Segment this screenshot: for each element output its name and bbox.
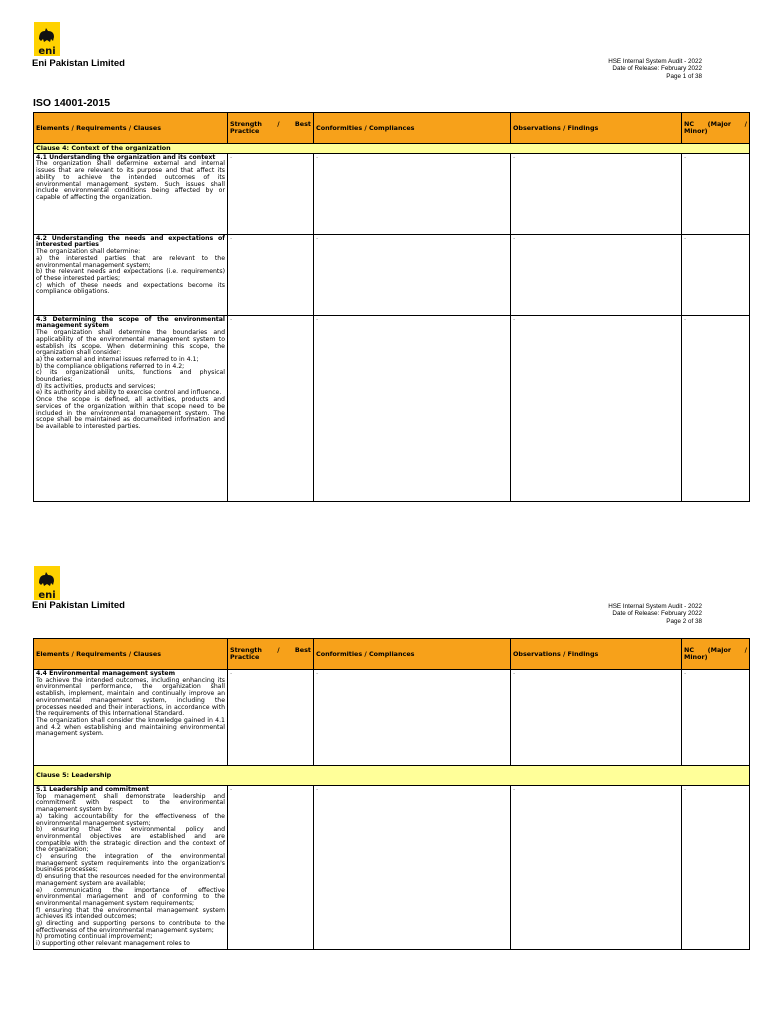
requirement-body: Top management shall demonstrate leadership and commitment with respect to the environmental management system by: a) taking accountability for the effectiveness of the environmental management system; b) ensuring that the environmental policy and environmental objectives are established and are compatible with the strategic direction and the context of the organization; c) ensuring the integration of the environmental management system requirements into the organization's business processes; d) ensuring that the resources needed for the environmental management system are available; e) communicating the importance of effective environmental management and of conforming to the environmental management system requirements; f) ensuring that the environmental management system achieves its intended outcomes; g) directing and supporting persons to contribute to the effectiveness of the environmental management system; h) promoting continual improvement; i) supporting other relevant management roles to: [36, 792, 225, 948]
requirement-cell: [34, 786, 228, 950]
strength-cell[interactable]: -: [228, 234, 314, 315]
col-strength: Strength / Best Practice: [228, 113, 314, 144]
requirement-body: To achieve the intended outcomes, including enhancing its environmental performance, the organization shall establish, implement, maintain and continually improve an environmental management system, including the processes needed and their interactions, in accordance with the requirements of this International Standard. The organization shall consider the knowledge gained in 4.1 and 4.2 when establishing and maintaining environmental management system.: [36, 676, 225, 738]
observation-cell[interactable]: -: [511, 786, 682, 950]
requirement-body: The organization shall determine the boundaries and applicability of the environmental management system to establish its scope. When determining this scope, the organization shall consider: a) the external and internal issues referred to in 4.1; b) the compliance obligations referred to in 4.2; c) its organizational units, functions and physical boundaries; d) its activities, products and services; e) its authority and ability to exercise control and influence. Once the scope is defined, all activities, products and services of the organization within that scope need to be included in the environmental management system. The scope shall be maintained as documented information and be available to interested parties.: [36, 329, 225, 430]
nc-cell[interactable]: -: [682, 315, 750, 501]
requirement-title: 4.2 Understanding the needs and expectations of interested parties: [36, 234, 225, 249]
audit-title: HSE Internal System Audit - 2022: [608, 603, 702, 610]
observation-cell[interactable]: -: [511, 234, 682, 315]
strength-cell[interactable]: -: [228, 670, 314, 766]
requirement-body: The organization shall determine: a) the interested parties that are relevant to the environmental management system; b) the relevant needs and expectations (i.e. requirements) of these interested parties; c) which of these needs and expectations become its compliance obligations.: [36, 248, 225, 296]
audit-title: HSE Internal System Audit - 2022: [608, 58, 702, 65]
nc-cell[interactable]: -: [682, 153, 750, 234]
nc-cell[interactable]: -: [682, 786, 750, 950]
strength-cell[interactable]: -: [228, 153, 314, 234]
observation-cell[interactable]: -: [511, 153, 682, 234]
requirement-body: The organization shall determine external and internal issues that are relevant to its purpose and that affect its ability to achieve the intended outcomes of its environmental management system. Such issues shall include environmental conditions being affected by or capable of affecting the organization.: [36, 160, 225, 201]
company-name: Eni Pakistan Limited: [32, 58, 125, 69]
table-row: [34, 153, 750, 234]
requirement-title: 4.1 Understanding the organization and its context: [36, 153, 216, 161]
requirement-cell: [34, 670, 228, 766]
table-header: [34, 639, 750, 670]
conformity-cell[interactable]: -: [314, 153, 511, 234]
col-elements: Elements / Requirements / Clauses: [34, 639, 228, 670]
table-header: [34, 113, 750, 144]
col-conformities: Conformities / Compliances: [314, 113, 511, 144]
company-name: Eni Pakistan Limited: [32, 600, 125, 611]
release-date: Date of Release: February 2022: [612, 65, 702, 73]
clause-title: Clause 4: Context of the organization: [34, 144, 750, 154]
eni-logo-icon: [34, 22, 60, 56]
requirement-cell: [34, 153, 228, 234]
eni-logo-icon: [34, 566, 60, 600]
col-nc: NC (Major / Minor): [682, 639, 750, 670]
col-nc: NC (Major / Minor): [682, 113, 750, 144]
clause-title: Clause 5: Leadership: [34, 766, 750, 786]
clause-row: [34, 144, 750, 154]
table-row: [34, 670, 750, 766]
requirement-title: 5.1 Leadership and commitment: [36, 786, 149, 793]
audit-table: [33, 638, 750, 950]
table-row: [34, 234, 750, 315]
observation-cell[interactable]: -: [511, 315, 682, 501]
requirement-title: 4.3 Determining the scope of the environmental management system: [36, 315, 225, 330]
col-conformities: Conformities / Compliances: [314, 639, 511, 670]
conformity-cell[interactable]: -: [314, 670, 511, 766]
table-row: [34, 315, 750, 501]
release-date: Date of Release: February 2022: [612, 610, 702, 618]
col-strength: Strength / Best Practice: [228, 639, 314, 670]
col-elements: Elements / Requirements / Clauses: [34, 113, 228, 144]
col-observations: Observations / Findings: [511, 113, 682, 144]
table-row: [34, 786, 750, 950]
nc-cell[interactable]: -: [682, 234, 750, 315]
strength-cell[interactable]: -: [228, 786, 314, 950]
audit-table: [33, 112, 750, 502]
document-meta: [608, 603, 702, 625]
col-observations: Observations / Findings: [511, 639, 682, 670]
conformity-cell[interactable]: -: [314, 786, 511, 950]
requirement-cell: [34, 315, 228, 501]
logo-text: eni: [38, 46, 56, 56]
page-number: Page 1 of 38: [666, 72, 702, 80]
requirement-title: 4.4 Environmental management system: [36, 670, 176, 677]
standard-title: ISO 14001-2015: [33, 97, 111, 109]
conformity-cell[interactable]: -: [314, 315, 511, 501]
requirement-cell: [34, 234, 228, 315]
conformity-cell[interactable]: -: [314, 234, 511, 315]
logo-text: eni: [38, 590, 56, 600]
nc-cell[interactable]: -: [682, 670, 750, 766]
document-meta: [608, 58, 702, 80]
page-number: Page 2 of 38: [666, 617, 702, 625]
observation-cell[interactable]: -: [511, 670, 682, 766]
strength-cell[interactable]: -: [228, 315, 314, 501]
clause-row: [34, 766, 750, 786]
